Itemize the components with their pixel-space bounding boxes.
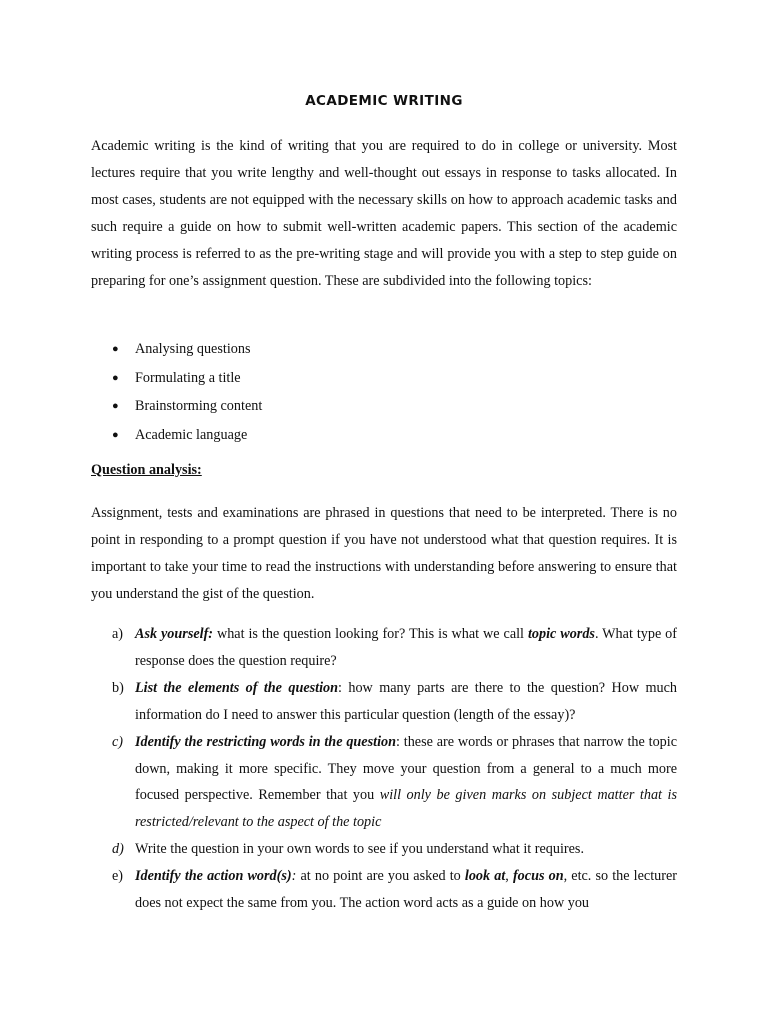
bullet-icon: ● [112, 429, 119, 442]
list-item [91, 421, 591, 450]
list-item [91, 364, 591, 393]
step-separator: : [291, 868, 297, 885]
step-text: : how many parts are there to the question? How much information do I need to answer this particular question (length of the essay)? [135, 679, 677, 723]
step-text: , etc. so the lecturer does not expect the same from you. The action word acts as a guide on how you [135, 868, 677, 912]
list-marker: a) [112, 626, 124, 642]
bullet-icon: ● [112, 343, 119, 355]
bullet-icon: ● [112, 400, 119, 413]
list-marker: d) [112, 841, 124, 858]
topic-label: Academic language [135, 427, 248, 444]
list-item [91, 335, 591, 364]
document-title: ACADEMIC WRITING [305, 93, 463, 109]
step-text: : these are words or phrases that narrow the topic down, making it more specific. They move your question from a general to a much more focused perspective. Remember that you [135, 733, 677, 804]
step-text: , [505, 868, 513, 885]
topic-label: Brainstorming content [135, 398, 263, 415]
list-item [91, 621, 677, 675]
list-item [91, 836, 677, 863]
steps-list [91, 621, 677, 917]
topic-label: Formulating a title [135, 369, 241, 386]
section-heading: Question analysis: [91, 462, 202, 478]
step-lead: Identify the restricting words in the question [135, 733, 396, 750]
step-lead: List the elements of the question [135, 679, 339, 696]
topics-list [91, 335, 591, 450]
step-italic: will only be given marks on subject matter that is restricted/relevant to the aspect of the topic [135, 787, 677, 831]
step-text: at no point are you asked to [296, 868, 465, 885]
list-marker: c) [112, 733, 124, 750]
intro-paragraph: Academic writing is the kind of writing that you are required to do in college or university. Most lectures require that you write lengthy and well-thought out essays in response to tasks allocated. In most cases, students are not equipped with the necessary skills on how to approach academic tasks and such require a guide on how to submit well-written academic papers. This section of the academic writing process is referred to as the pre-writing stage and will provide you with a step to step guide on preparing for one’s assignment question. These are subdivided into the following topics: [91, 138, 677, 289]
list-item [91, 729, 677, 837]
bullet-icon: ● [112, 371, 119, 384]
list-item [91, 392, 591, 421]
section-paragraph: Assignment, tests and examinations are phrased in questions that need to be interpreted. There is no point in responding to a prompt question if you have not understood what that question requires. It is important to take your time to read the instructions with understanding before answering to ensure that you understand the gist of the question. [91, 505, 677, 602]
topic-label: Analysing questions [135, 341, 251, 357]
step-lead: Identify the action word(s) [135, 868, 292, 885]
step-text: what is the question looking for? This is what we call [213, 626, 528, 642]
step-emphasis: focus on [512, 868, 564, 885]
step-emphasis: topic words [527, 626, 595, 642]
step-text: . What type of response does the question require? [135, 626, 678, 669]
list-marker: e) [112, 868, 124, 885]
step-lead: Ask yourself: [135, 626, 214, 642]
step-text: Write the question in your own words to see if you understand what it requires. [135, 841, 584, 858]
step-emphasis: look at [464, 868, 506, 885]
list-item [91, 675, 677, 729]
list-item [91, 863, 677, 917]
list-marker: b) [112, 679, 124, 696]
